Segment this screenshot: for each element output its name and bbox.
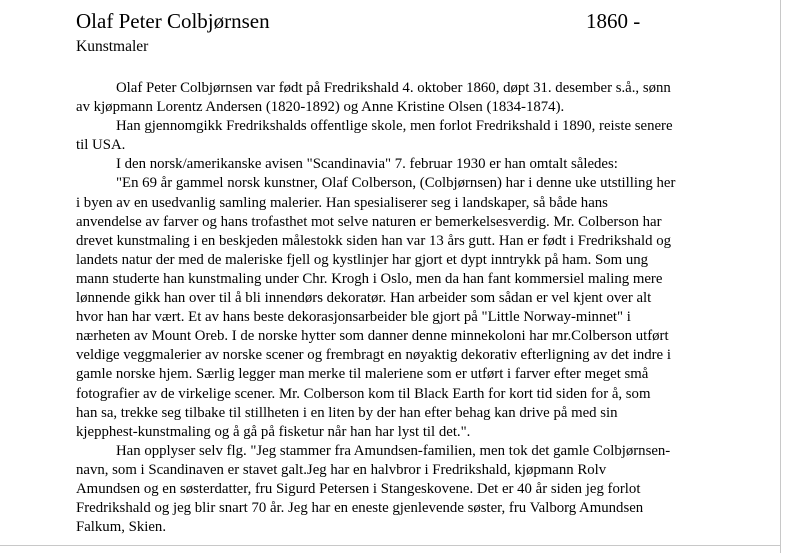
- text-line: Han opplyser selv flg. "Jeg stammer fra Amundsen-familien, men tok det gamle Colbjørnsen-: [116, 442, 671, 459]
- text-line: Fredrikshald og jeg blir snart 70 år. Jeg har en eneste gjenlevende søster, fru Valborg Amundsen: [76, 500, 644, 517]
- text-line: I den norsk/amerikanske avisen "Scandinavia" 7. februar 1930 er han omtalt således:: [116, 156, 618, 173]
- biography-text: [76, 79, 736, 537]
- text-line: Amundsen og en søsterdatter, fru Sigurd Petersen i Stangeskovene. Det er 40 år siden jeg forlot: [76, 480, 641, 497]
- text-line: fotografier av de virkelige scener. Mr. Colberson kom til Black Earth for kort tid siden for å, som: [76, 385, 651, 402]
- page-edge-right: [780, 0, 781, 553]
- text-line: Olaf Peter Colbjørnsen var født på Fredrikshald 4. oktober 1860, døpt 31. desember s.å., sønn: [116, 80, 671, 96]
- text-line: kjepphest-kunstmaling og å gå på fisketur når han har lyst til det.".: [76, 423, 471, 440]
- text-line: lønnende gikk han over til å bli innendørs dekoratør. Han arbeider som sådan er vel kjent over alt: [76, 290, 652, 307]
- text-line: veldige veggmalerier av norske scener og frembragt en nøyaktig dekorativ efterligning av det indre i: [76, 347, 671, 364]
- text-line: mann studerte han kunstmaling under Chr. Krogh i Oslo, men da han fant kommersiel maling mere: [76, 270, 663, 287]
- text-line: anvendelse av farver og hans trofasthet mot selve naturen er bemerkelsesverdig. Mr. Colberson har: [76, 213, 662, 230]
- text-line: han sa, trekke seg tilbake til stillheten i en liten by der han efter behag kan drive på med sin: [76, 404, 618, 421]
- page-edge-bottom: [0, 545, 781, 546]
- text-line: til USA.: [76, 137, 126, 154]
- text-line: landets natur der med de maleriske fjell og kystlinjer har gjort et dypt inntrykk på ham. Som ung: [76, 251, 649, 268]
- profession-subtitle: Kunstmaler: [76, 38, 149, 55]
- text-line: gamle norske hjem. Særlig legger man merke til maleriene som er utført i farver efter meget små: [76, 366, 649, 383]
- text-line: Han gjennomgikk Fredrikshalds offentlige skole, men forlot Fredrikshald i 1890, reiste senere: [116, 118, 673, 135]
- text-line: drevet kunstmaling i en beskjeden målestokk siden han var 13 års gutt. Han er født i Fredrikshald og: [76, 232, 672, 249]
- text-line: Falkum, Skien.: [76, 519, 167, 536]
- text-line: i byen av en usedvanlig samling malerier. Han spesialiserer seg i landskaper, så både hans: [76, 194, 608, 211]
- life-years-heading: 1860 -: [586, 9, 641, 33]
- text-line: "En 69 år gammel norsk kunstner, Olaf Colberson, (Colbjørnsen) har i denne uke utstilling her: [116, 175, 676, 192]
- text-line: av kjøpmann Lorentz Andersen (1820-1892) og Anne Kristine Olsen (1834-1874).: [76, 99, 565, 116]
- text-line: navn, som i Scandinaven er stavet galt.Jeg har en halvbror i Fredrikshald, kjøpmann Rolv: [76, 461, 607, 478]
- text-line: nærheten av Mount Oreb. I de norske hytter som danner denne minnekoloni har mr.Colberson utført: [76, 328, 669, 345]
- person-name-heading: Olaf Peter Colbjørnsen: [76, 9, 270, 33]
- text-line: hvor han har vært. Et av hans beste dekorasjonsarbeider ble gjort på "Little Norway-minnet" i: [76, 309, 631, 326]
